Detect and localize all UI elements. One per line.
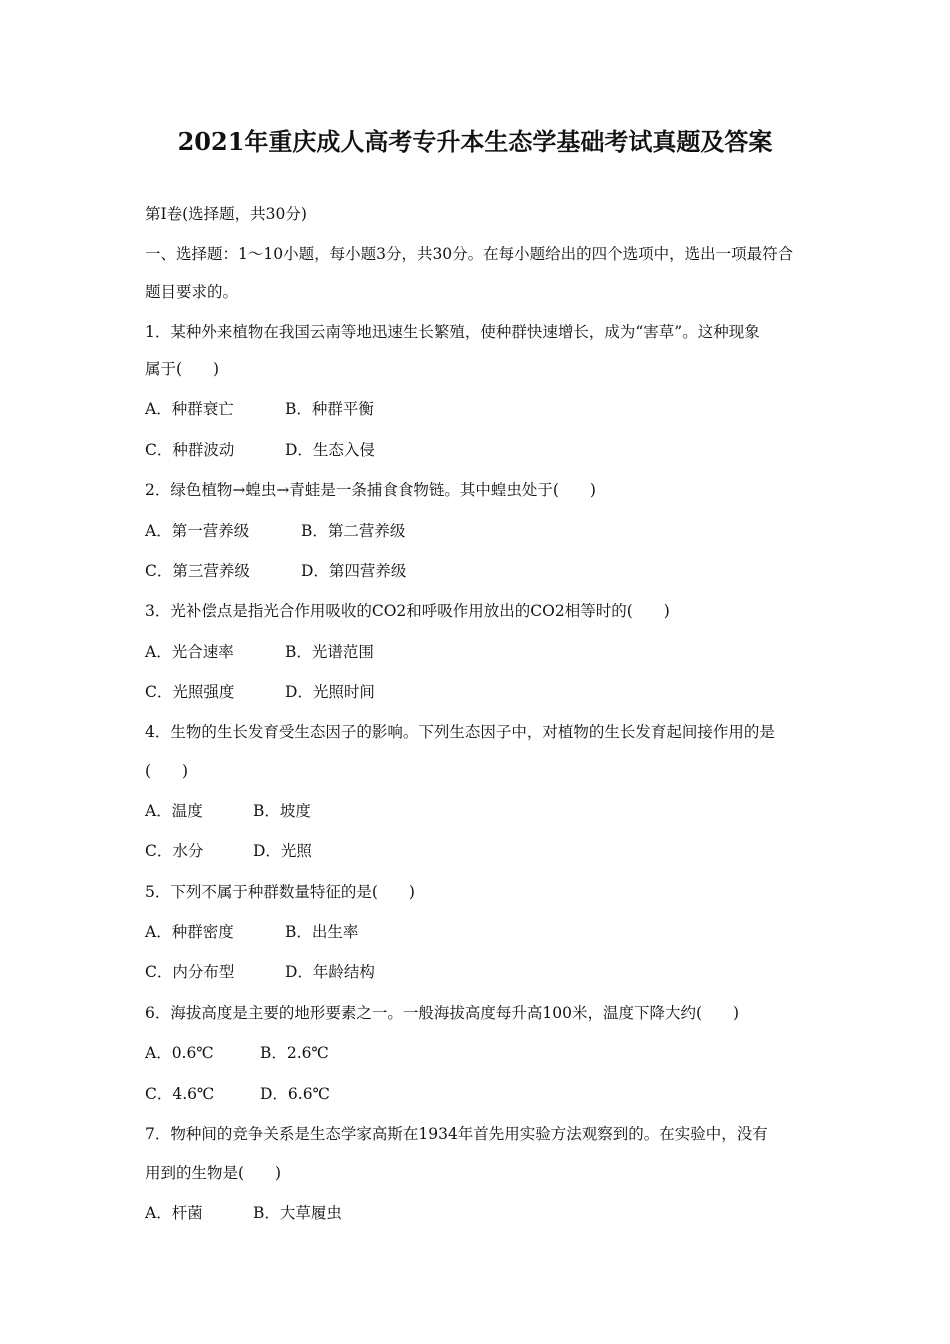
option-d: D．年龄结构 bbox=[285, 963, 375, 981]
question-5-stem: 5．下列不属于种群数量特征的是( ) bbox=[145, 883, 415, 901]
option-d: D．生态入侵 bbox=[285, 441, 375, 459]
question-4-options-row bbox=[145, 840, 312, 862]
document-title: 2021年重庆成人高考专升本生态学基础考试真题及答案 bbox=[177, 127, 773, 156]
question-5-options-row bbox=[145, 961, 375, 983]
question-4-options-row bbox=[145, 800, 311, 822]
question-7-stem: 7．物种间的竞争关系是生态学家高斯在1934年首先用实验方法观察到的。在实验中，没有 bbox=[145, 1125, 768, 1143]
question-2-options-row bbox=[145, 560, 406, 582]
question-2-stem: 2．绿色植物→蝗虫→青蛙是一条捕食食物链。其中蝗虫处于( ) bbox=[145, 481, 596, 499]
question-3-options-row bbox=[145, 681, 375, 703]
option-c: C．内分布型 bbox=[145, 963, 235, 981]
option-d: D．6.6℃ bbox=[260, 1085, 330, 1103]
question-1-options-row bbox=[145, 439, 375, 461]
option-a: A．种群衰亡 bbox=[145, 400, 234, 418]
question-2-options-row bbox=[145, 520, 405, 542]
question-4-stem-cont: ( ) bbox=[145, 762, 189, 780]
section-instructions-line: 题目要求的。 bbox=[145, 283, 239, 301]
question-1-options-row bbox=[145, 398, 374, 420]
option-a: A．种群密度 bbox=[145, 923, 234, 941]
question-6-options-row bbox=[145, 1083, 330, 1105]
part-header: 第Ⅰ卷(选择题，共30分) bbox=[145, 205, 307, 223]
question-1-stem-cont: 属于( ) bbox=[145, 360, 220, 378]
question-3-options-row bbox=[145, 641, 374, 663]
option-b: B．2.6℃ bbox=[260, 1044, 329, 1062]
option-d: D．光照 bbox=[253, 842, 312, 860]
question-4-stem: 4．生物的生长发育受生态因子的影响。下列生态因子中，对植物的生长发育起间接作用的是 bbox=[145, 723, 775, 741]
question-5-options-row bbox=[145, 921, 358, 943]
question-7-options-row bbox=[145, 1202, 342, 1224]
option-a: A．光合速率 bbox=[145, 643, 234, 661]
option-c: C．种群波动 bbox=[145, 441, 235, 459]
question-3-stem: 3．光补偿点是指光合作用吸收的CO2和呼吸作用放出的CO2相等时的( ) bbox=[145, 602, 670, 620]
option-b: B．种群平衡 bbox=[285, 400, 374, 418]
option-c: C．第三营养级 bbox=[145, 562, 250, 580]
question-7-stem-cont: 用到的生物是( ) bbox=[145, 1164, 282, 1182]
question-1-stem: 1．某种外来植物在我国云南等地迅速生长繁殖，使种群快速增长，成为“害草”。这种现象 bbox=[145, 323, 760, 341]
section-instructions-line: 一、选择题：1～10小题，每小题3分，共30分。在每小题给出的四个选项中，选出一项最符合 bbox=[145, 245, 794, 263]
question-6-stem: 6．海拔高度是主要的地形要素之一。一般海拔高度每升高100米，温度下降大约( ) bbox=[145, 1004, 740, 1022]
option-b: B．大草履虫 bbox=[253, 1204, 342, 1222]
option-d: D．光照时间 bbox=[285, 683, 375, 701]
option-a: A．第一营养级 bbox=[145, 522, 250, 540]
option-a: A．杆菌 bbox=[145, 1204, 203, 1222]
option-c: C．水分 bbox=[145, 842, 204, 860]
option-c: C．4.6℃ bbox=[145, 1085, 215, 1103]
option-b: B．坡度 bbox=[253, 802, 311, 820]
option-c: C．光照强度 bbox=[145, 683, 235, 701]
option-d: D．第四营养级 bbox=[301, 562, 407, 580]
option-a: A．温度 bbox=[145, 802, 203, 820]
question-6-options-row bbox=[145, 1042, 329, 1064]
option-b: B．光谱范围 bbox=[285, 643, 374, 661]
option-a: A．0.6℃ bbox=[145, 1044, 214, 1062]
option-b: B．第二营养级 bbox=[301, 522, 406, 540]
option-b: B．出生率 bbox=[285, 923, 359, 941]
